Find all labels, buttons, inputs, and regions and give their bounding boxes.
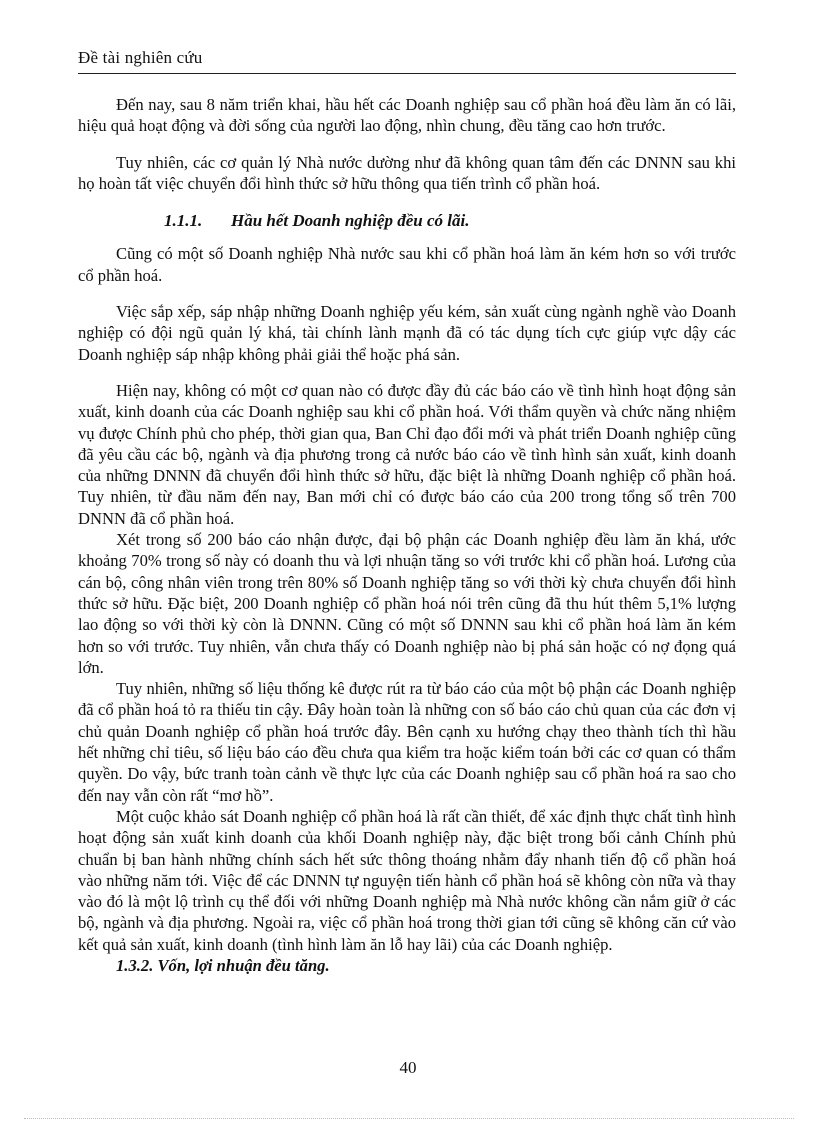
page-header-title: Đề tài nghiên cứu — [78, 48, 203, 67]
paragraph: Cũng có một số Doanh nghiệp Nhà nước sau khi cổ phần hoá làm ăn kém hơn so với trước cổ phần hoá. — [78, 244, 736, 285]
header-divider — [78, 73, 736, 74]
footer-divider — [24, 1118, 794, 1119]
section-title: Hầu hết Doanh nghiệp đều có lãi. — [231, 211, 470, 231]
subsection-heading: 1.3.2. Vốn, lợi nhuận đều tăng. — [116, 955, 330, 975]
section-heading — [78, 210, 736, 231]
paragraph: Việc sắp xếp, sáp nhập những Doanh nghiệp yếu kém, sản xuất cùng ngành nghề vào Doanh nghiệp có đội ngũ quản lý khá, tài chính lành mạnh đã có tác dụng tích cực giúp vực dậy các Doanh nghiệp sáp nhập không phải giải thể hoặc phá sản. — [78, 302, 736, 364]
paragraph: Một cuộc khảo sát Doanh nghiệp cổ phần hoá là rất cần thiết, để xác định thực chất tình hình hoạt động sản xuất kinh doanh của khối Doanh nghiệp này, đặc biệt trong bối cảnh Chính phủ chuẩn bị ban hành những chính sách hết sức thông thoáng nhằm đẩy nhanh tiến độ cổ phần hoá vào những năm tới. Việc để các DNNN tự nguyện tiến hành cổ phần hoá sẽ không còn nữa và thay vào đó là một lộ trình cụ thể đối với những Doanh nghiệp mà Nhà nước không cần nắm giữ ở các bộ, ngành và địa phương. Ngoài ra, việc cổ phần hoá trong thời gian tới cũng sẽ không căn cứ vào kết quả sản xuất, kinh doanh (tình hình làm ăn lỗ hay lãi) của các Doanh nghiệp. — [78, 806, 736, 954]
paragraph: Tuy nhiên, các cơ quản lý Nhà nước dường như đã không quan tâm đến các DNNN sau khi họ hoàn tất việc chuyển đổi hình thức sở hữu thông qua tiến trình cổ phần hoá. — [78, 152, 736, 193]
document-body — [78, 94, 736, 976]
paragraph: Tuy nhiên, những số liệu thống kê được rút ra từ báo cáo của một bộ phận các Doanh nghiệp đã cổ phần hoá tỏ ra thiếu tin cậy. Đây hoàn toàn là những con số báo cáo chủ quan của các đơn vị chủ quản Doanh nghiệp cổ phần hoá trước đây. Bên cạnh xu hướng chạy theo thành tích thì hầu hết những chỉ tiêu, số liệu báo cáo đều chưa qua kiểm tra hoặc kiểm toán bởi các cơ quan có thẩm quyền. Do vậy, bức tranh toàn cảnh về thực lực của các Doanh nghiệp sau cổ phần hoá ra sao cho đến nay vẫn còn rất “mơ hồ”. — [78, 679, 736, 805]
paragraph: Đến nay, sau 8 năm triển khai, hầu hết các Doanh nghiệp sau cổ phần hoá đều làm ăn có lãi, hiệu quả hoạt động và đời sống của người lao động, nhìn chung, đều tăng cao hơn trước. — [78, 95, 736, 136]
section-number: 1.1.1. — [164, 211, 203, 231]
paragraph: Hiện nay, không có một cơ quan nào có được đầy đủ các báo cáo về tình hình hoạt động sản xuất, kinh doanh của các Doanh nghiệp sau khi cổ phần hoá. Với thẩm quyền và chức năng nhiệm vụ được Chính phủ cho phép, thời gian qua, Ban Chỉ đạo đổi mới và phát triển Doanh nghiệp cũng đã yêu cầu các bộ, ngành và địa phương trong cả nước báo cáo về tình hình sản xuất, kinh doanh của những DNNN đã chuyển đổi hình thức sở hữu, đặc biệt là những Doanh nghiệp cổ phần hoá. Tuy nhiên, từ đầu năm đến nay, Ban mới chỉ có được báo cáo của 200 trong tổng số trên 700 DNNN đã cổ phần hoá. — [78, 380, 736, 528]
paragraph: Xét trong số 200 báo cáo nhận được, đại bộ phận các Doanh nghiệp đều làm ăn khá, ước khoảng 70% trong số này có doanh thu và lợi nhuận tăng so với trước khi cổ phần hoá. Lương của cán bộ, công nhân viên trong trên 80% số Doanh nghiệp tăng so với thời kỳ chưa chuyển đổi hình thức sở hữu. Đặc biệt, 200 Doanh nghiệp cổ phần hoá nói trên cũng đã thu hút thêm 5,1% lượng lao động so với thời kỳ còn là DNNN. Cũng có một số DNNN sau khi cổ phần hoá làm ăn kém hơn so với trước. Tuy nhiên, vẫn chưa thấy có Doanh nghiệp nào bị phá sản hoặc có nợ đọng quá lớn. — [78, 530, 736, 677]
page-number: 40 — [399, 1058, 417, 1077]
